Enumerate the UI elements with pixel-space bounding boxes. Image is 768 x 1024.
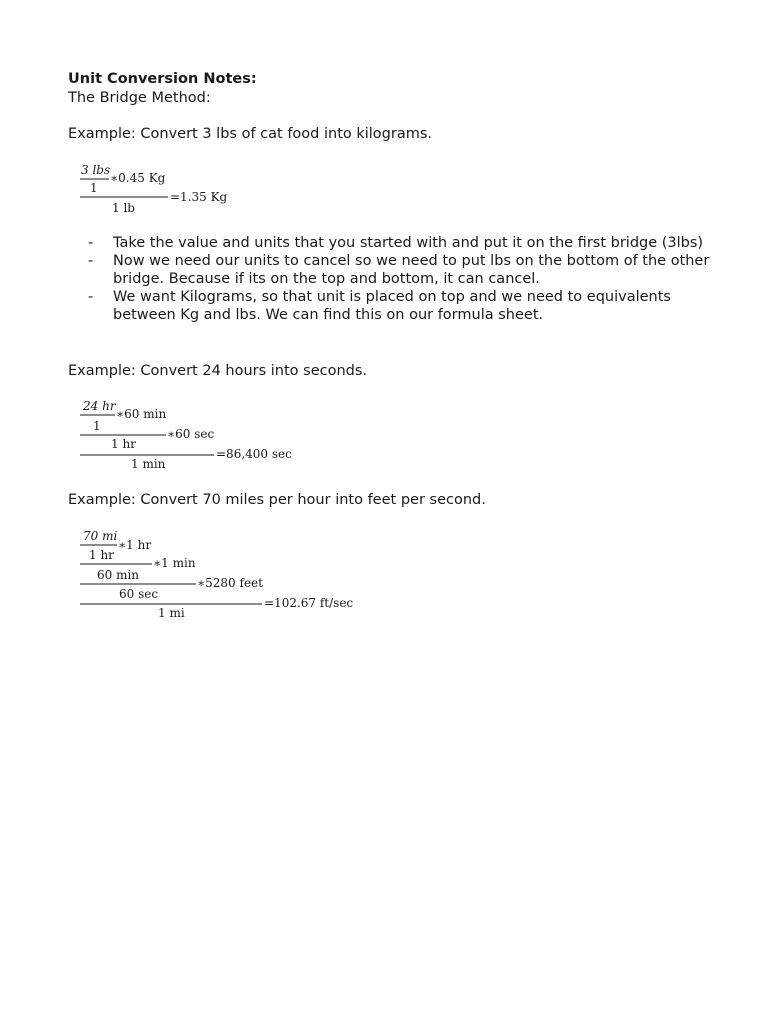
eq2-multiplier-1: ∗60 min: [116, 407, 167, 421]
document-subheading: The Bridge Method:: [68, 90, 211, 106]
bullet-text: We want Kilograms, so that unit is placed on top and we need to equivalents between Kg and lbs. We can find this on our formula sheet.: [113, 289, 671, 323]
eq2-numerator: 24 hr: [83, 399, 116, 413]
eq3-numerator: 70 mi: [83, 529, 118, 543]
eq3-result: =102.67 ft/sec: [264, 596, 354, 610]
eq3-denominator-4: 1 mi: [158, 606, 185, 620]
eq2-multiplier-2: ∗60 sec: [167, 427, 215, 441]
example-3-prompt: Example: Convert 70 miles per hour into feet per second.: [68, 492, 486, 508]
eq3-multiplier-1: ∗1 hr: [118, 538, 152, 552]
example-2-prompt: Example: Convert 24 hours into seconds.: [68, 363, 368, 379]
eq3-denominator-1: 1 hr: [89, 548, 114, 562]
example-1-prompt: Example: Convert 3 lbs of cat food into kilograms.: [68, 126, 433, 142]
eq1-multiplier: ∗0.45 Kg: [110, 171, 166, 185]
bullet-text: Take the value and units that you started with and put it on the first bridge (3lbs): [113, 235, 704, 251]
document-heading: Unit Conversion Notes:: [68, 71, 257, 87]
eq2-denominator-1: 1: [93, 419, 101, 433]
bullet-marker: -: [88, 235, 94, 251]
bullet-marker: -: [88, 253, 94, 269]
bullet-text: Now we need our units to cancel so we need to put lbs on the bottom of the other bridge. Because if its on the top and bottom, it can cancel.: [113, 253, 710, 287]
eq3-denominator-2: 60 min: [97, 568, 140, 582]
eq2-denominator-3: 1 min: [131, 457, 166, 471]
bullet-marker: -: [88, 289, 94, 305]
eq1-result: =1.35 Kg: [170, 190, 228, 204]
eq2-result: =86,400 sec: [216, 447, 292, 461]
eq1-inner-denominator: 1: [90, 181, 98, 195]
eq3-denominator-3: 60 sec: [119, 587, 159, 601]
eq3-multiplier-2: ∗1 min: [153, 556, 196, 570]
eq3-multiplier-3: ∗5280 feet: [197, 576, 263, 590]
eq1-outer-denominator: 1 lb: [112, 201, 135, 215]
eq2-denominator-2: 1 hr: [111, 437, 136, 451]
eq1-inner-numerator: 3 lbs: [81, 163, 111, 177]
